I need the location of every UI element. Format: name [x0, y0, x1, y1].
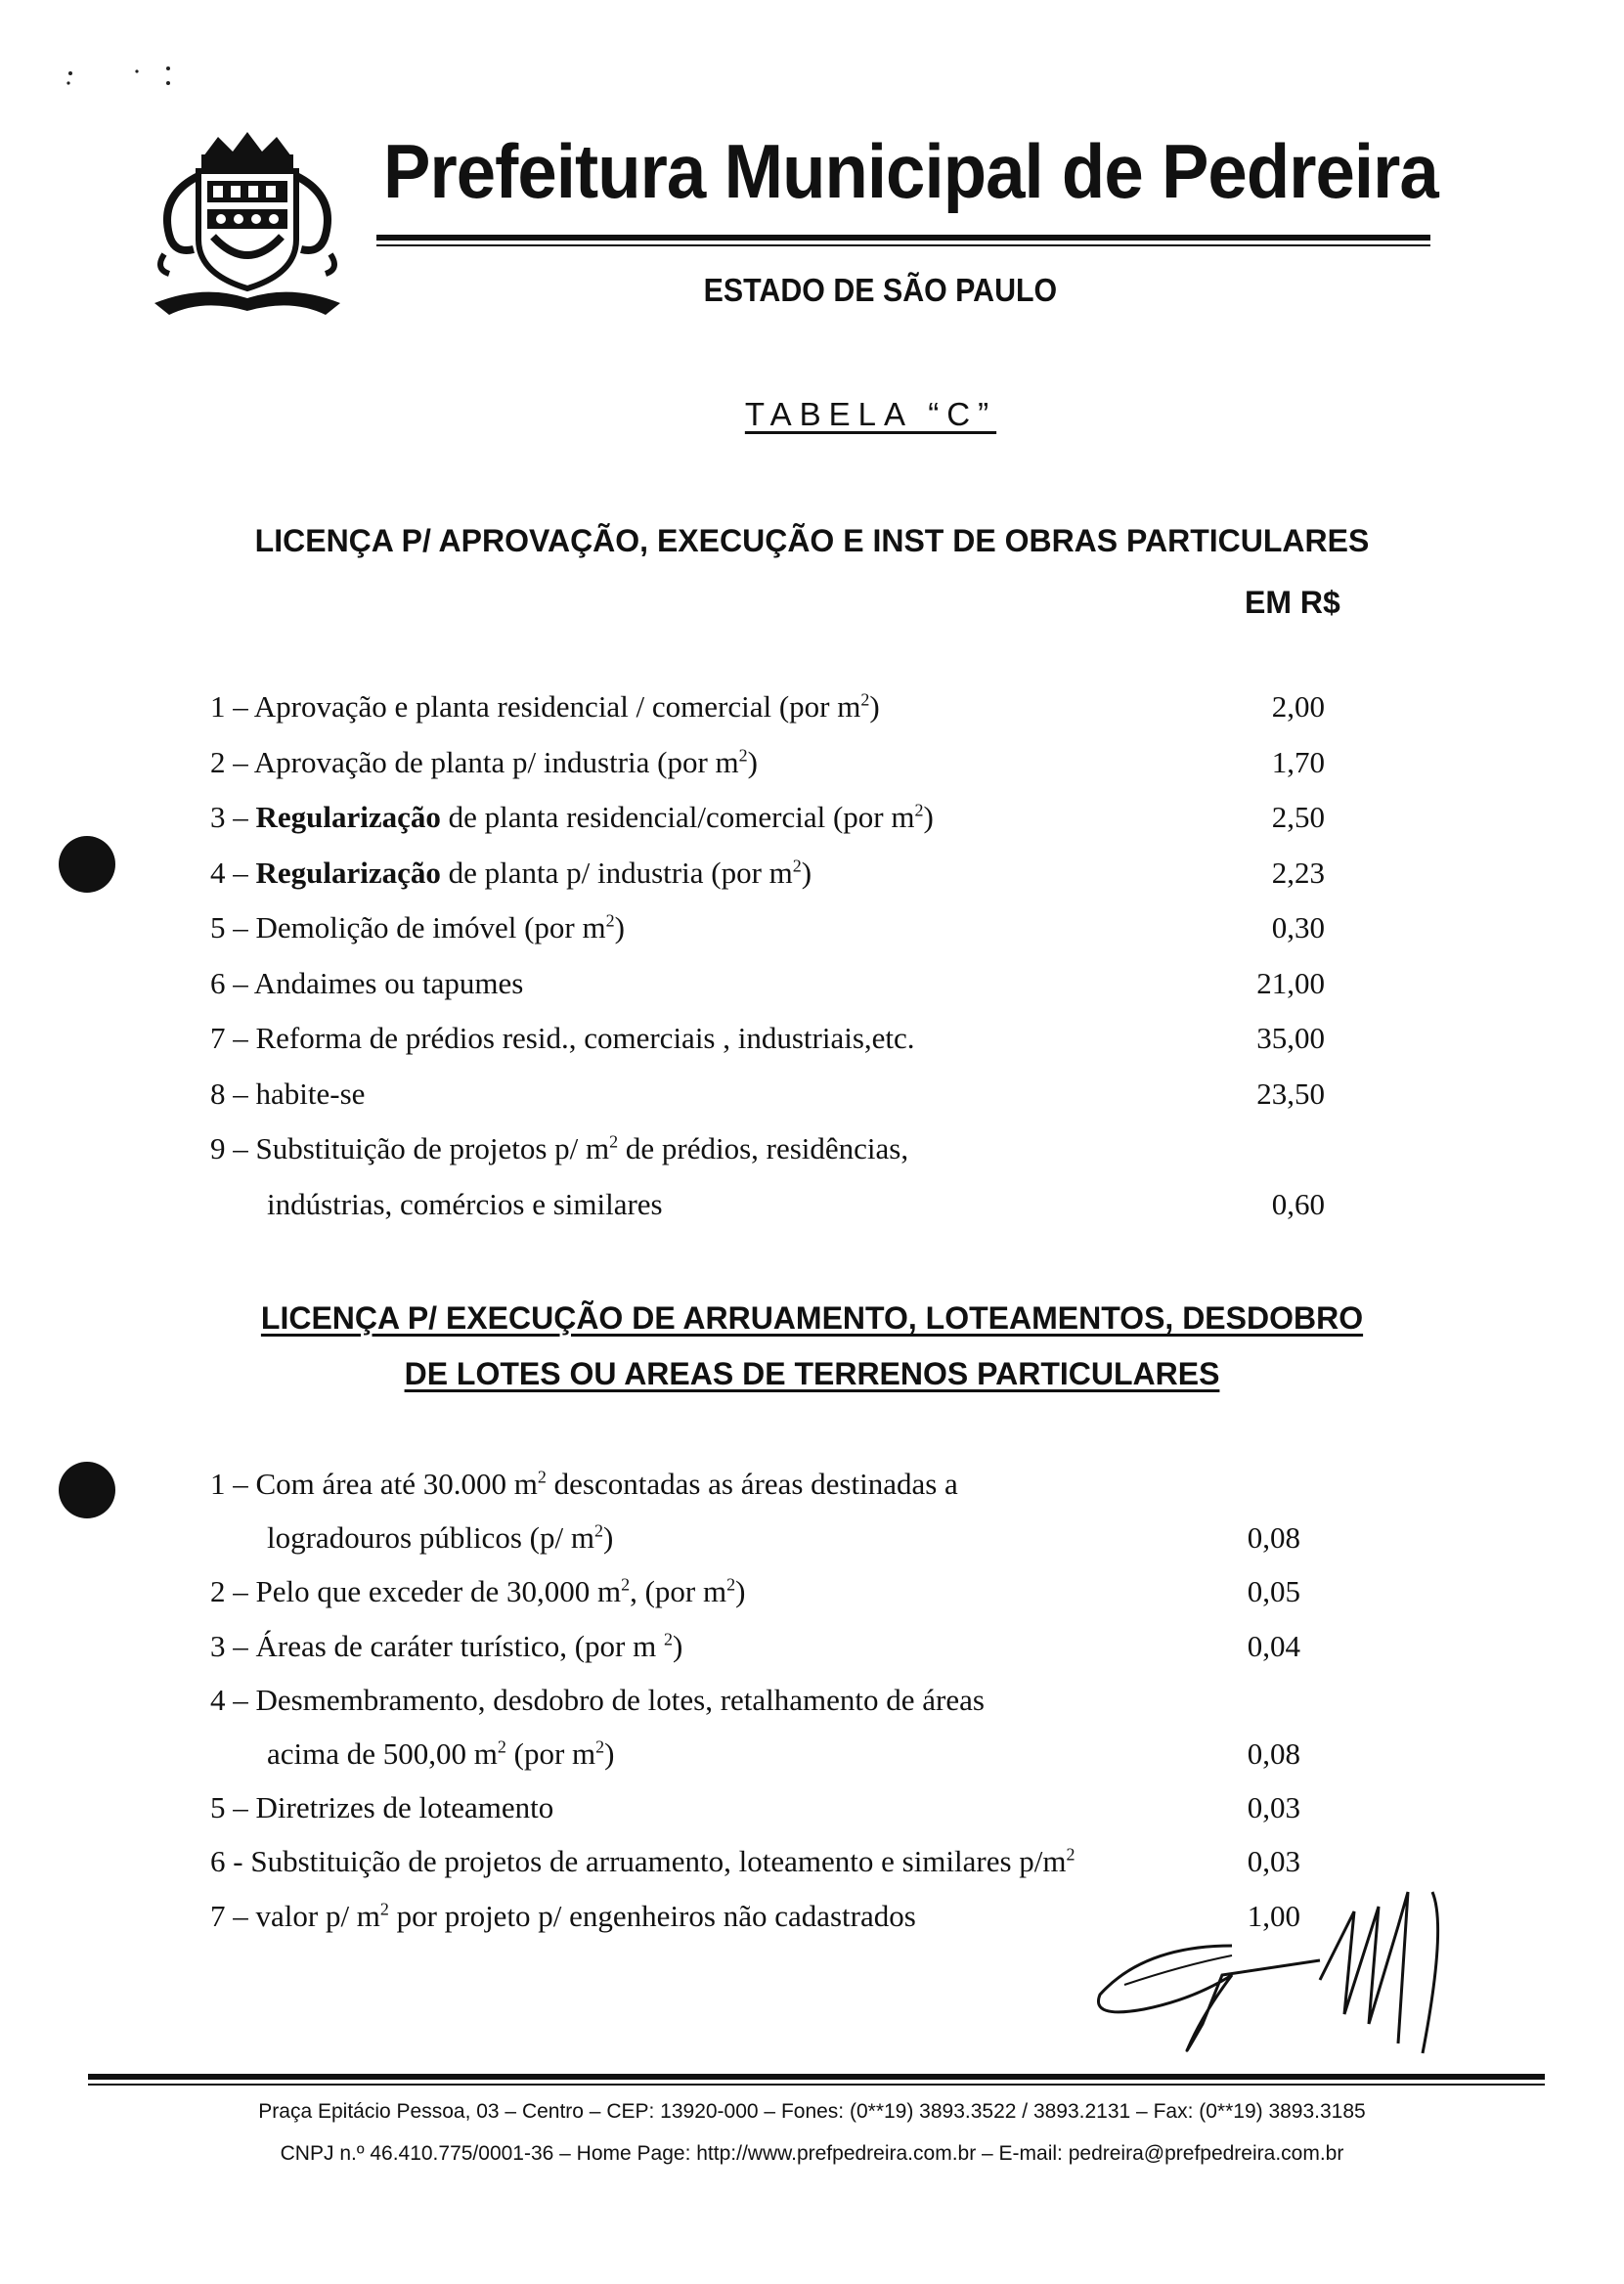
- row-value: 0,08: [1247, 1520, 1300, 1555]
- item-text-after: por projeto p/ engenheiros não cadastrados: [388, 1899, 916, 1933]
- item-text-after: ): [869, 689, 880, 724]
- currency-label: EM R$: [1245, 585, 1340, 620]
- item-text-after: ): [614, 910, 625, 944]
- row-label: [210, 1683, 985, 1718]
- row-label: [210, 910, 625, 945]
- row-label: [210, 1629, 682, 1664]
- footer-rule-thin: [88, 2084, 1545, 2086]
- item-superscript: 2: [621, 1574, 631, 1595]
- item-text-after: , (por m: [630, 1574, 727, 1608]
- item-text: Aprovação e planta residencial / comercial (por m: [253, 689, 861, 724]
- item-text: de planta p/ industria (por m: [440, 856, 793, 890]
- row-value: 2,23: [1271, 856, 1325, 890]
- item-superscript: 2: [595, 1736, 605, 1757]
- row-label: [210, 1021, 915, 1056]
- item-text: logradouros públicos (p/ m: [267, 1520, 594, 1555]
- row-label: [210, 1467, 958, 1502]
- row-label: [210, 745, 758, 780]
- item-text: habite-se: [255, 1076, 366, 1111]
- item-superscript: 2: [537, 1467, 547, 1487]
- row-value: 0,60: [1271, 1187, 1325, 1221]
- item-number: 1 –: [210, 1467, 256, 1501]
- item-number: 6 –: [210, 966, 254, 1000]
- section2-title-line2-text: DE LOTES OU AREAS DE TERRENOS PARTICULARES: [404, 1356, 1220, 1391]
- section2-title-line1: [0, 1300, 1624, 1337]
- item-superscript: 2: [609, 1131, 619, 1152]
- item-superscript: 2: [593, 1520, 603, 1541]
- item-bold-text: Regularização: [255, 800, 441, 834]
- row-label: [210, 689, 880, 725]
- item-text-after: de prédios, residências,: [618, 1131, 909, 1165]
- row-label: [210, 1574, 745, 1609]
- row-label: [210, 856, 812, 891]
- signature-icon: [1085, 1887, 1467, 2063]
- item-text: de planta residencial/comercial (por m: [440, 800, 915, 834]
- row-value: 35,00: [1256, 1021, 1325, 1055]
- item-superscript: 2: [726, 1574, 736, 1595]
- footer-contacts: CNPJ n.º 46.410.775/0001-36 – Home Page: http://www.prefpedreira.com.br – E-mail: pedreira@prefpedreira.com.br: [280, 2142, 1344, 2165]
- row-value: 23,50: [1256, 1076, 1325, 1111]
- row-label: [210, 1844, 1075, 1879]
- row-value: 1,70: [1271, 745, 1325, 779]
- item-text: Substituição de projetos de arruamento, loteamento e similares p/m: [250, 1844, 1067, 1878]
- section1-title: [0, 523, 1624, 559]
- punch-hole: [59, 836, 115, 893]
- item-number: 5 –: [210, 910, 256, 944]
- row-label: [210, 800, 934, 835]
- header-rule-thin: [376, 244, 1430, 246]
- row-label-continuation: [267, 1736, 614, 1772]
- item-superscript: 2: [1066, 1844, 1075, 1865]
- item-text: Aprovação de planta p/ industria (por m: [253, 745, 739, 779]
- item-text: Andaimes ou tapumes: [253, 966, 524, 1000]
- item-number: 7 –: [210, 1899, 256, 1933]
- item-superscript: 2: [379, 1899, 389, 1919]
- row-label: [210, 1790, 553, 1825]
- row-label-continuation: [267, 1187, 663, 1222]
- item-number: 6 -: [210, 1844, 251, 1878]
- punch-hole: [59, 1462, 115, 1518]
- item-text: Com área até 30.000 m: [255, 1467, 538, 1501]
- item-text-after: ): [923, 800, 934, 834]
- row-label: [210, 1131, 908, 1166]
- row-value: 0,03: [1247, 1790, 1300, 1824]
- org-name: Prefeitura Municipal de Pedreira: [383, 128, 1438, 214]
- item-number: 2 –: [210, 745, 254, 779]
- item-text: Demolição de imóvel (por m: [255, 910, 606, 944]
- item-text-after: ): [672, 1629, 683, 1663]
- item-superscript: 2: [497, 1736, 506, 1757]
- row-value: 2,50: [1271, 800, 1325, 834]
- item-text-after: descontadas as áreas destinadas a: [546, 1467, 958, 1501]
- row-value: 2,00: [1271, 689, 1325, 724]
- item-superscript: 2: [605, 910, 615, 931]
- row-value: 0,03: [1247, 1844, 1300, 1878]
- item-number: 4 –: [210, 1683, 256, 1717]
- item-number: 7 –: [210, 1021, 256, 1055]
- item-text: Pelo que exceder de 30,000 m: [255, 1574, 622, 1608]
- row-label-continuation: [267, 1520, 613, 1556]
- row-label: [210, 966, 523, 1001]
- item-text-after: ): [602, 1520, 614, 1555]
- header-rule: [376, 235, 1430, 241]
- row-value: 1,00: [1247, 1899, 1300, 1933]
- item-superscript: 2: [738, 745, 748, 766]
- item-number: 1 –: [210, 689, 254, 724]
- state-name-text: ESTADO DE SÃO PAULO: [703, 272, 1058, 308]
- item-text: Substituição de projetos p/ m: [255, 1131, 610, 1165]
- item-text-after: ): [604, 1736, 615, 1771]
- item-number: 3 –: [210, 1629, 256, 1663]
- item-text: valor p/ m: [255, 1899, 380, 1933]
- table-title-text: TABELA “C”: [744, 396, 997, 432]
- item-text: Áreas de caráter turístico, (por m: [255, 1629, 664, 1663]
- footer-address: Praça Epitácio Pessoa, 03 – Centro – CEP: 13920-000 – Fones: (0**19) 3893.3522 / 3893.2131 – Fax: (0**19) 3893.3185: [258, 2100, 1366, 2123]
- row-value: 0,05: [1247, 1574, 1300, 1608]
- item-number: 5 –: [210, 1790, 256, 1824]
- item-superscript: 2: [663, 1629, 673, 1649]
- section1-title-text: LICENÇA P/ APROVAÇÃO, EXECUÇÃO E INST DE OBRAS PARTICULARES: [254, 523, 1370, 558]
- scan-specks: [59, 54, 186, 93]
- section2-title-line2: [0, 1356, 1624, 1392]
- item-text: Desmembramento, desdobro de lotes, retalhamento de áreas: [255, 1683, 985, 1717]
- item-number: 9 –: [210, 1131, 256, 1165]
- table-title: [0, 396, 1624, 433]
- item-text: acima de 500,00 m: [267, 1736, 498, 1771]
- item-text: indústrias, comércios e similares: [267, 1187, 663, 1221]
- item-number: 8 –: [210, 1076, 256, 1111]
- footer-rule: [88, 2074, 1545, 2080]
- item-number: 3 –: [210, 800, 256, 834]
- item-text-after: (por m: [505, 1736, 596, 1771]
- item-superscript: 2: [792, 856, 802, 876]
- state-name: [65, 272, 1558, 309]
- section2-title-line1-text: LICENÇA P/ EXECUÇÃO DE ARRUAMENTO, LOTEAMENTOS, DESDOBRO: [260, 1300, 1364, 1336]
- item-superscript: 2: [914, 800, 924, 820]
- item-text-after: ): [735, 1574, 746, 1608]
- row-label: [210, 1899, 916, 1934]
- row-value: 21,00: [1256, 966, 1325, 1000]
- item-bold-text: Regularização: [255, 856, 441, 890]
- item-text: Reforma de prédios resid., comerciais , industriais,etc.: [255, 1021, 915, 1055]
- item-text: Diretrizes de loteamento: [255, 1790, 554, 1824]
- row-value: 0,30: [1271, 910, 1325, 944]
- item-number: 4 –: [210, 856, 256, 890]
- row-value: 0,04: [1247, 1629, 1300, 1663]
- item-number: 2 –: [210, 1574, 256, 1608]
- row-label: [210, 1076, 365, 1112]
- item-superscript: 2: [860, 689, 870, 710]
- item-text-after: ): [747, 745, 758, 779]
- item-text-after: ): [801, 856, 812, 890]
- row-value: 0,08: [1247, 1736, 1300, 1771]
